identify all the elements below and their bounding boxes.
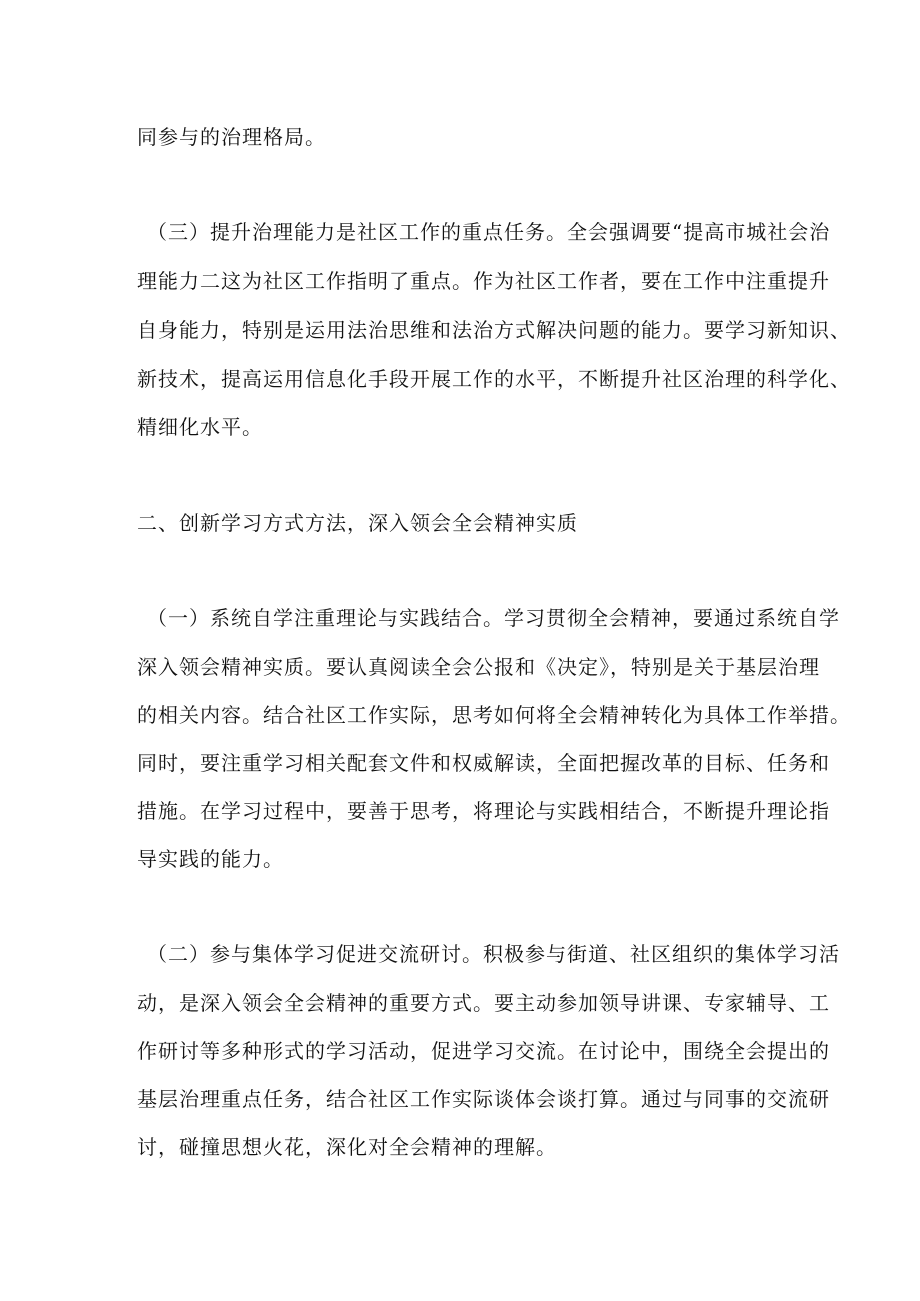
paragraph-line: 自身能力，特别是运用法治思维和法治方式解决问题的能力。要学习新知识、 xyxy=(137,318,851,342)
paragraph-line: 理能力二这为社区工作指明了重点。作为社区工作者，要在工作中注重提升 xyxy=(137,269,830,293)
paragraph-line: 作研讨等多种形式的学习活动，促进学习交流。在讨论中，围绕全会提出的 xyxy=(137,1039,830,1063)
paragraph-line: 动，是深入领会全会精神的重要方式。要主动参加领导讲课、专家辅导、工 xyxy=(137,991,830,1015)
paragraph-line: 措施。在学习过程中，要善于思考，将理论与实践相结合，不断提升理论指 xyxy=(137,799,830,823)
paragraph-line: 深入领会精神实质。要认真阅读全会公报和《决定》，特别是关于基层治理 xyxy=(137,655,820,679)
paragraph-line: 同参与的治理格局。 xyxy=(137,125,326,149)
paragraph-line: 同时，要注重学习相关配套文件和权威解读，全面把握改革的目标、任务和 xyxy=(137,751,830,775)
section-heading: 二、创新学习方式方法，深入领会全会精神实质 xyxy=(137,511,578,535)
paragraph-line: 新技术，提高运用信息化手段开展工作的水平，不断提升社区治理的科学化、 xyxy=(137,367,851,391)
paragraph-line: （三）提升治理能力是社区工作的重点任务。全会强调要“提高市城社会治 xyxy=(147,220,831,244)
paragraph-line: 导实践的能力。 xyxy=(137,847,284,871)
paragraph-line: 的相关内容。结合社区工作实际，思考如何将全会精神转化为具体工作举措。 xyxy=(137,703,851,727)
paragraph-line: （二）参与集体学习促进交流研讨。积极参与街道、社区组织的集体学习活 xyxy=(147,942,840,966)
paragraph-line: 精细化水平。 xyxy=(137,415,263,439)
paragraph-line: （一）系统自学注重理论与实践结合。学习贯彻全会精神，要通过系统自学 xyxy=(147,606,840,630)
paragraph-line: 讨，碰撞思想火花，深化对全会精神的理解。 xyxy=(137,1135,557,1159)
paragraph-line: 基层治理重点任务，结合社区工作实际谈体会谈打算。通过与同事的交流研 xyxy=(137,1087,830,1111)
